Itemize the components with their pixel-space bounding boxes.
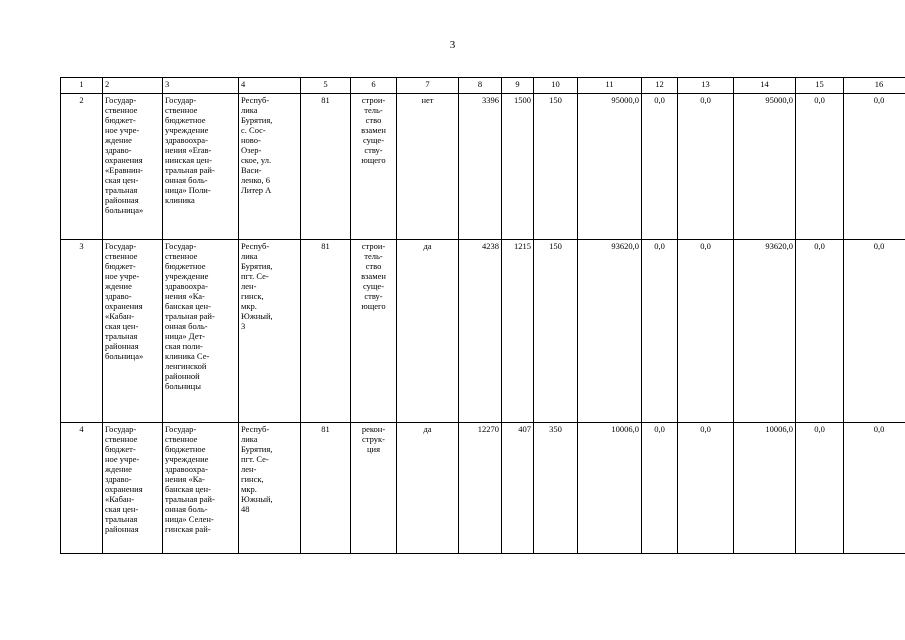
column-header: 8 <box>459 78 502 94</box>
value-cell: 3396 <box>459 94 502 240</box>
table-header-row <box>61 78 905 94</box>
value-cell: 0,0 <box>796 240 844 423</box>
value-cell: 350 <box>534 423 578 554</box>
value-cell: 95000,0 <box>578 94 642 240</box>
table-row <box>61 423 905 554</box>
column-header: 13 <box>678 78 734 94</box>
value-cell: 150 <box>534 240 578 423</box>
value-cell: 0,0 <box>678 94 734 240</box>
value-cell: 407 <box>502 423 534 554</box>
column-header: 3 <box>163 78 239 94</box>
value-cell: 0,0 <box>844 94 905 240</box>
value-cell: 1215 <box>502 240 534 423</box>
value-cell: 0,0 <box>642 94 678 240</box>
facility-cell: Государ- ственное бюджетное учреждение здравоохра- нения «Ка- банская цен- тральная рай- онная боль- ница» Дет- ская поли- клиника Се- ленгинской районной больницы <box>163 240 239 423</box>
column-header: 1 <box>61 78 103 94</box>
value-cell: 93620,0 <box>734 240 796 423</box>
value-cell: 4238 <box>459 240 502 423</box>
value-cell: 0,0 <box>642 423 678 554</box>
column-header: 5 <box>301 78 351 94</box>
code-cell: 81 <box>301 240 351 423</box>
work-type-cell: рекон- струк- ция <box>351 423 397 554</box>
facility-cell: Государ- ственное бюджетное учреждение здравоохра- нения «Erав- нинская цен- тральная рай- онная боль- ница» Поли- клиника <box>163 94 239 240</box>
table-row <box>61 94 905 240</box>
row-number-cell: 3 <box>61 240 103 423</box>
value-cell: 1500 <box>502 94 534 240</box>
organization-cell: Государ- ственное бюджет- ное учре- ждение здраво- охранения «Кабан- ская цен- тральная районная больница» <box>103 240 163 423</box>
data-table <box>60 77 905 554</box>
column-header: 7 <box>397 78 459 94</box>
code-cell: 81 <box>301 94 351 240</box>
value-cell: 95000,0 <box>734 94 796 240</box>
value-cell: 0,0 <box>642 240 678 423</box>
value-cell: 150 <box>534 94 578 240</box>
work-type-cell: строи- тель- ство взамен суще- ству- ющего <box>351 240 397 423</box>
organization-cell: Государ- ственное бюджет- ное учре- ждение здраво- охранения «Еравнин- ская цен- тральная районная больница» <box>103 94 163 240</box>
column-header: 4 <box>239 78 301 94</box>
flag-cell: нет <box>397 94 459 240</box>
value-cell: 93620,0 <box>578 240 642 423</box>
flag-cell: да <box>397 423 459 554</box>
value-cell: 0,0 <box>796 94 844 240</box>
column-header: 14 <box>734 78 796 94</box>
value-cell: 0,0 <box>844 423 905 554</box>
column-header: 6 <box>351 78 397 94</box>
column-header: 11 <box>578 78 642 94</box>
column-header: 9 <box>502 78 534 94</box>
value-cell: 0,0 <box>844 240 905 423</box>
row-number-cell: 2 <box>61 94 103 240</box>
address-cell: Респуб- лика Бурятия, пгт. Се- лен- гинск, мкр. Южный, 3 <box>239 240 301 423</box>
value-cell: 0,0 <box>678 423 734 554</box>
page-number: 3 <box>449 39 456 51</box>
column-header: 15 <box>796 78 844 94</box>
address-cell: Респуб- лика Бурятия, с. Сос- ново- Озер- ское, ул. Васи- ленко, 6 Литер А <box>239 94 301 240</box>
organization-cell: Государ- ственное бюджет- ное учре- ждение здраво- охранения «Кабан- ская цен- тральная районная <box>103 423 163 554</box>
value-cell: 10006,0 <box>578 423 642 554</box>
column-header: 10 <box>534 78 578 94</box>
value-cell: 0,0 <box>678 240 734 423</box>
value-cell: 0,0 <box>796 423 844 554</box>
facility-cell: Государ- ственное бюджетное учреждение здравоохра- нения «Ка- банская цен- тральная рай- онная боль- ница» Селен- гинская рай- <box>163 423 239 554</box>
value-cell: 12270 <box>459 423 502 554</box>
row-number-cell: 4 <box>61 423 103 554</box>
work-type-cell: строи- тель- ство взамен суще- ству- ющего <box>351 94 397 240</box>
address-cell: Респуб- лика Бурятия, пгт. Се- лен- гинск, мкр. Южный, 48 <box>239 423 301 554</box>
flag-cell: да <box>397 240 459 423</box>
column-header: 16 <box>844 78 905 94</box>
column-header: 12 <box>642 78 678 94</box>
column-header: 2 <box>103 78 163 94</box>
value-cell: 10006,0 <box>734 423 796 554</box>
table-row <box>61 240 905 423</box>
code-cell: 81 <box>301 423 351 554</box>
